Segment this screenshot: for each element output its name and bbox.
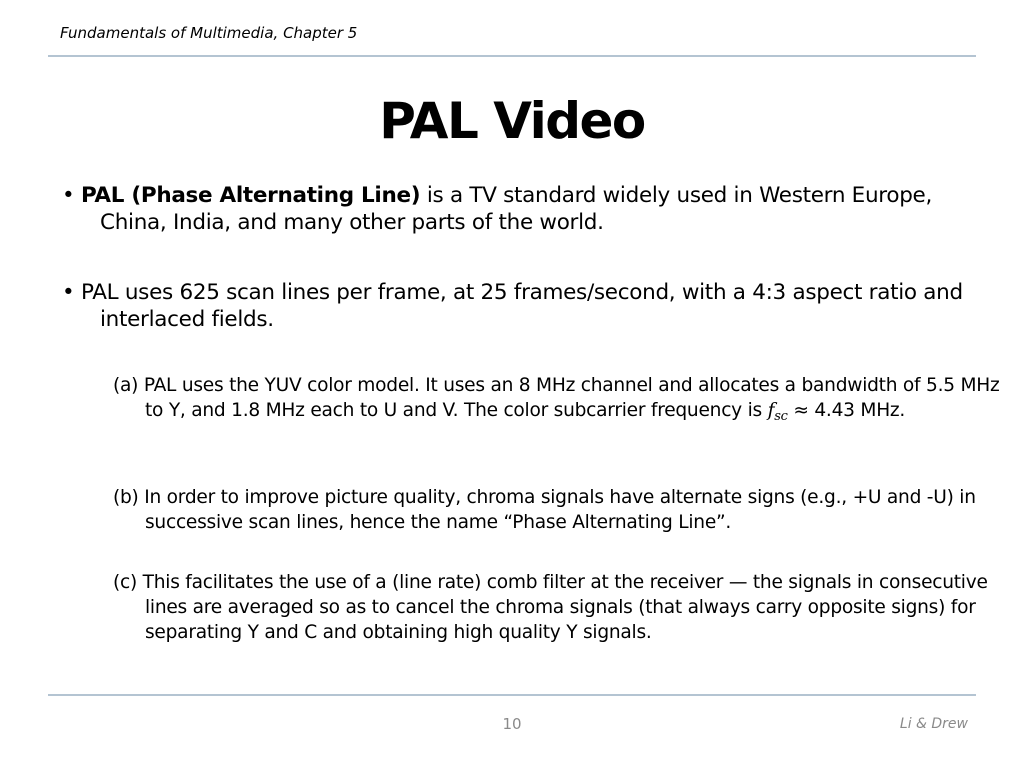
bullet-text: is a TV standard widely used in Western Europe, China, India, and many other parts of the world.	[100, 183, 933, 235]
fsc-symbol: $f_{sc}$	[767, 400, 788, 424]
bullet-pal-scan-lines	[62, 279, 990, 333]
footer-authors: Li & Drew	[899, 716, 968, 732]
footer-divider	[48, 694, 976, 696]
subitem-text: (a) PAL uses the YUV color model. It uses an 8 MHz channel and allocates a bandwidth of 5.5 MHz to Y, and 1.8 MHz each to U and V. The color subcarrier frequency is	[113, 375, 1000, 421]
subitem-text-end: ≈ 4.43 MHz.	[787, 400, 906, 421]
subitem-comb-filter: (c) This facilitates the use of a (line rate) comb filter at the receiver — the signals in consecutive lines are averaged so as to cancel the chroma signals (that always carry opposite signs) for separating Y and C and obtaining high quality Y signals.	[113, 572, 988, 643]
bullet-text: PAL uses 625 scan lines per frame, at 25 frames/second, with a 4:3 aspect ratio and interlaced fields.	[80, 280, 963, 332]
bullet-marker: •	[62, 280, 75, 305]
bullet-marker: •	[62, 183, 75, 208]
subitem-alternate-signs: (b) In order to improve picture quality, chroma signals have alternate signs (e.g., +U and -U) in successive scan lines, hence the name “Phase Alternating Line”.	[113, 487, 976, 533]
header-course-title: Fundamentals of Multimedia, Chapter 5	[60, 24, 358, 42]
header-divider	[48, 55, 976, 57]
bullet-term: PAL (Phase Alternating Line)	[80, 183, 421, 208]
slide-title: PAL Video	[379, 92, 645, 150]
bullet-pal-definition	[62, 182, 990, 236]
page-number: 10	[502, 715, 522, 733]
subitem-yuv-model	[113, 373, 1005, 423]
